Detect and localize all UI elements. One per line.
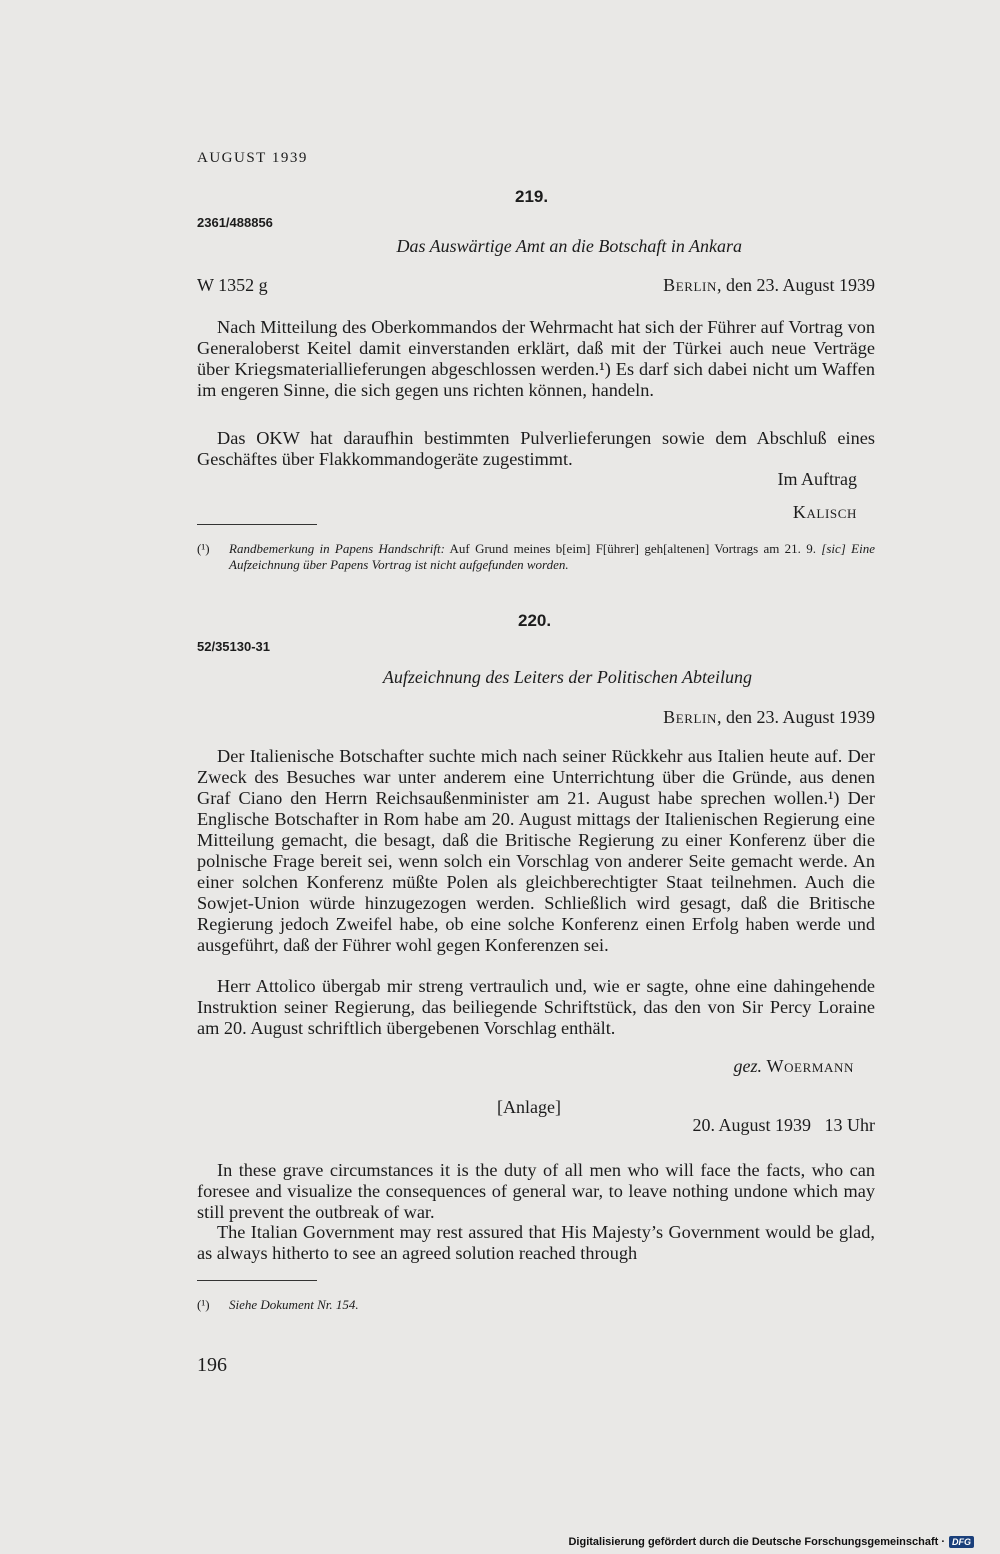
paragraph-219-2: Das OKW hat daraufhin bestimmten Pulverlieferungen sowie dem Abschluß eines Geschäftes über Flakkommandogeräte zugestimmt. bbox=[197, 428, 875, 469]
file-reference-220: 52/35130-31 bbox=[197, 639, 271, 654]
date-220: , den 23. August 1939 bbox=[716, 707, 875, 727]
footnote-219-italic-2: [sic] Eine Aufzeichnung über Papens Vortrag ist nicht aufgefunden worden. bbox=[229, 541, 875, 572]
paragraph-220-4: The Italian Government may rest assured that His Majesty’s Government would be glad, as always hitherto to see an agreed solution reached through bbox=[197, 1222, 875, 1263]
telegram-code: W 1352 g bbox=[197, 275, 268, 295]
document-number-220: 220. bbox=[518, 611, 552, 630]
signature-name-220: Woermann bbox=[766, 1056, 854, 1076]
footnote-219-italic-1: Randbemerkung in Papens Handschrift: bbox=[229, 541, 445, 556]
footnote-219 bbox=[197, 541, 875, 572]
document-title-220: Aufzeichnung des Leiters der Politischen Abteilung bbox=[382, 667, 752, 687]
footnote-mark-220: (¹) bbox=[197, 1297, 210, 1312]
footnote-rule-220 bbox=[197, 1280, 317, 1281]
footnote-220-text: Siehe Dokument Nr. 154. bbox=[229, 1297, 359, 1312]
header-line-220 bbox=[197, 707, 875, 729]
header-line-219 bbox=[197, 275, 875, 297]
running-head: AUGUST 1939 bbox=[197, 150, 308, 166]
page-number: 196 bbox=[197, 1354, 227, 1376]
place-219: Berlin bbox=[663, 275, 717, 295]
footnote-219-text: Auf Grund meines b[eim] F[ührer] geh[altenen] Vortrags am 21. 9. bbox=[444, 541, 822, 556]
digitization-credit bbox=[568, 1536, 974, 1548]
paragraph-219-1: Nach Mitteilung des Oberkommandos der Wehrmacht hat sich der Führer auf Vortrag von Generaloberst Keitel damit einverstanden erklärt, daß mit der Türkei auch neue Verträge über Kriegsmateriallieferungen abgeschlossen werden.¹) Es darf sich dabei nicht um Waffen im engeren Sinne, die sich gegen uns richten können, handeln. bbox=[197, 317, 875, 400]
document-number-219: 219. bbox=[515, 187, 549, 206]
digitization-credit-text: Digitalisierung gefördert durch die Deutsche Forschungsgemeinschaft · bbox=[568, 1536, 945, 1548]
footnote-220 bbox=[197, 1297, 875, 1313]
place-date-220 bbox=[663, 707, 875, 728]
annex-date: 20. August 1939 13 Uhr bbox=[692, 1115, 875, 1135]
paragraph-220-2: Herr Attolico übergab mir streng vertraulich und, wie er sagte, ohne eine dahingehende Instruktion seiner Regierung, das beiliegende Schriftstück, das den von Sir Percy Loraine am 20. August schriftlich übergebenen Vorschlag enthält. bbox=[197, 976, 875, 1038]
document-title-219: Das Auswärtige Amt an die Botschaft in Ankara bbox=[396, 236, 742, 256]
annex-label: [Anlage] bbox=[497, 1097, 561, 1117]
dfg-logo-icon: DFG bbox=[949, 1536, 974, 1548]
paragraph-220-3: In these grave circumstances it is the duty of all men who will face the facts, who can foresee and visualize the consequences of general war, to leave nothing undone which may still prevent the outbreak of war. bbox=[197, 1160, 875, 1222]
closing-219: Im Auftrag bbox=[777, 469, 857, 489]
footnote-mark-219: (¹) bbox=[197, 541, 210, 556]
file-reference-219: 2361/488856 bbox=[197, 215, 273, 230]
date-219: , den 23. August 1939 bbox=[716, 275, 875, 295]
place-220: Berlin bbox=[663, 707, 717, 727]
paragraph-220-1: Der Italienische Botschafter suchte mich nach seiner Rückkehr aus Italien heute auf. Der Zweck des Besuches war unter anderem eine Unterrichtung über die Gründe, aus denen Graf Ciano den Herrn Reichsaußenminister am 21. August habe sprechen wollen.¹) Der Englische Botschafter in Rom habe am 20. August mittags der Italienischen Regierung eine Mitteilung gemacht, die besagt, daß die Britische Regierung zu einer Konferenz über die polnische Frage bereit sei, wenn solch ein Vorschlag von anderer Seite gemacht werde. An einer solchen Konferenz müßte Polen als gleichberechtigter Staat teilnehmen. Auch die Sowjet-Union würde hinzugezogen werden. Schließlich wird gesagt, daß die Britische Regierung jedoch Zweifel habe, ob eine solche Konferenz einen Erfolg haben werde und ausgeführt, daß der Führer wohl gegen Konferenzen sei. bbox=[197, 746, 875, 955]
place-date-219 bbox=[663, 275, 875, 296]
signature-220 bbox=[197, 1056, 854, 1077]
footnote-rule-219 bbox=[197, 524, 317, 525]
signature-219: Kalisch bbox=[792, 502, 857, 522]
signature-prefix-220: gez. bbox=[733, 1056, 767, 1076]
